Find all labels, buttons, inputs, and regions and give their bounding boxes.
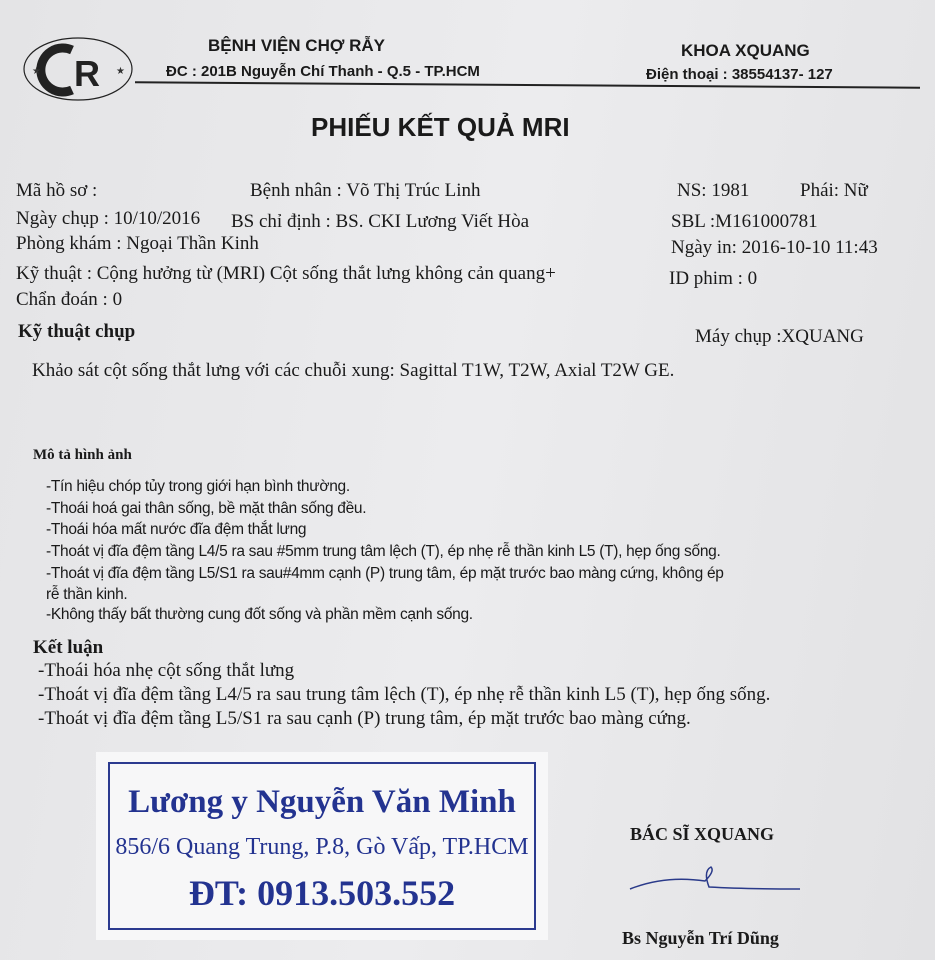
description-line: -Tín hiệu chóp tủy trong giới hạn bình thường.: [46, 478, 350, 495]
description-line: -Không thấy bất thường cung đốt sống và phần mềm cạnh sống.: [46, 606, 473, 623]
stamp-name: Lương y Nguyễn Văn Minh: [128, 784, 516, 820]
technique-heading: Kỹ thuật chụp: [18, 321, 136, 342]
svg-text:★: ★: [116, 66, 125, 77]
hospital-address: ĐC : 201B Nguyễn Chí Thanh - Q.5 - TP.HCM: [166, 63, 480, 80]
hospital-logo: [22, 36, 134, 102]
stamp-phone: ĐT: 0913.503.552: [188, 873, 456, 913]
machine: Máy chụp :XQUANG: [695, 326, 864, 347]
conclusion-line: -Thoái hóa nhẹ cột sống thắt lưng: [38, 660, 295, 681]
clinic: Phòng khám : Ngoại Thần Kinh: [16, 233, 259, 254]
stamp-address: 856/6 Quang Trung, P.8, Gò Vấp, TP.HCM: [115, 834, 529, 860]
diagnosis: Chẩn đoán : 0: [16, 289, 123, 310]
description-line: -Thoát vị đĩa đệm tầng L4/5 ra sau #5mm trung tâm lệch (T), ép nhẹ rễ thần kinh L5 (T), hẹp ống sống.: [46, 543, 721, 560]
film-id: ID phim : 0: [669, 268, 758, 289]
gender: Phái: Nữ: [800, 180, 868, 201]
birth-year: NS: 1981: [677, 180, 750, 201]
signature-title: BÁC SĨ XQUANG: [630, 824, 775, 844]
description-line: rễ thần kinh.: [46, 586, 128, 603]
department-phone: Điện thoại : 38554137- 127: [646, 66, 833, 83]
referring-doctor: BS chỉ định : BS. CKI Lương Viết Hòa: [231, 211, 530, 232]
description-heading: Mô tả hình ảnh: [33, 447, 132, 463]
conclusion-line: -Thoát vị đĩa đệm tầng L5/S1 ra sau cạnh (P) trung tâm, ép mặt trước bao màng cứng.: [38, 708, 691, 729]
technique-text: Khảo sát cột sống thắt lưng với các chuỗi xung: Sagittal T1W, T2W, Axial T2W GE.: [32, 360, 675, 381]
patient-name: Bệnh nhân : Võ Thị Trúc Linh: [250, 180, 481, 201]
department: KHOA XQUANG: [681, 41, 810, 60]
technique-type: Kỹ thuật : Cộng hưởng từ (MRI) Cột sống thắt lưng không cản quang+: [16, 263, 556, 284]
hospital-name: BỆNH VIỆN CHỢ RẪY: [208, 36, 385, 55]
description-line: -Thoái hóa mất nước đĩa đệm thắt lưng: [46, 521, 307, 538]
page-title: PHIẾU KẾT QUẢ MRI: [311, 112, 570, 142]
conclusion-line: -Thoát vị đĩa đệm tầng L4/5 ra sau trung tâm lệch (T), ép nhẹ rễ thần kinh L5 (T), hẹp ống sống.: [38, 684, 771, 705]
record-id-label: Mã hồ sơ :: [16, 180, 98, 201]
scan-date: Ngày chụp : 10/10/2016: [16, 208, 201, 229]
description-line: -Thoái hoá gai thân sống, bề mặt thân sống đều.: [46, 500, 367, 517]
clinic-stamp: [96, 752, 548, 940]
print-date: Ngày in: 2016-10-10 11:43: [671, 237, 878, 258]
svg-text:★: ★: [32, 66, 41, 77]
sbl-number: SBL :M161000781: [671, 211, 818, 232]
signature-icon: [625, 865, 805, 900]
conclusion-heading: Kết luận: [33, 637, 104, 658]
description-line: -Thoát vị đĩa đệm tầng L5/S1 ra sau#4mm cạnh (P) trung tâm, ép mặt trước bao màng cứng, không ép: [46, 565, 724, 582]
doctor-name: Bs Nguyễn Trí Dũng: [622, 928, 779, 948]
svg-text:R: R: [74, 53, 100, 94]
